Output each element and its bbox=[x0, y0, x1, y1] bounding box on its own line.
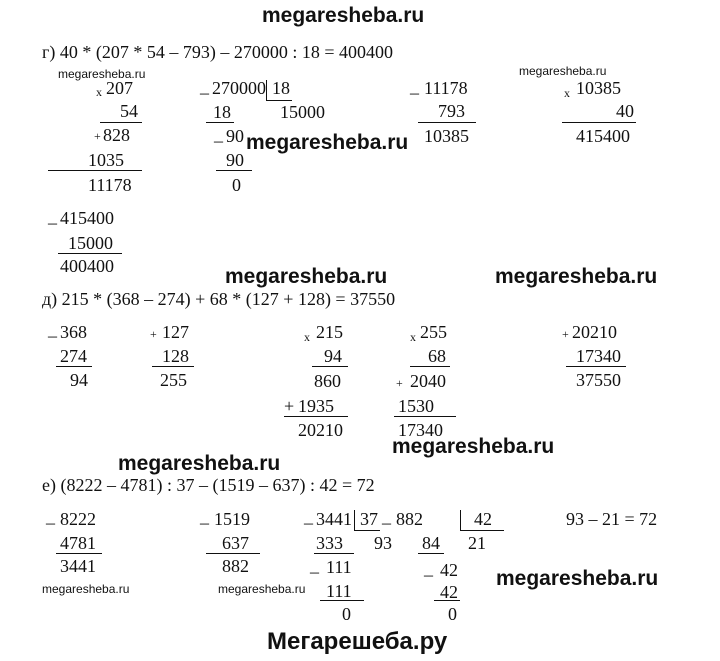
addend: 17340 bbox=[576, 346, 621, 366]
subtrahend: 4781 bbox=[60, 533, 96, 553]
minuend: 415400 bbox=[60, 208, 114, 228]
partial-product: 860 bbox=[314, 371, 341, 391]
partial-product: 1035 bbox=[88, 150, 124, 170]
underline bbox=[320, 600, 364, 601]
multiply-sign: x bbox=[304, 330, 310, 344]
sum: 37550 bbox=[576, 370, 621, 390]
addend: 20210 bbox=[572, 322, 617, 342]
plus-sign: + bbox=[94, 129, 101, 143]
subtrahend: 42 bbox=[440, 582, 458, 602]
minus-sign: _ bbox=[200, 506, 209, 526]
divisor: 42 bbox=[474, 509, 492, 529]
addend: 127 bbox=[162, 322, 189, 342]
partial-product: 828 bbox=[103, 125, 130, 145]
plus-sign: + bbox=[396, 376, 403, 390]
addend: 128 bbox=[162, 346, 189, 366]
minus-sign: _ bbox=[48, 319, 57, 339]
watermark-small: megaresheba.ru bbox=[58, 67, 146, 81]
difference: 400400 bbox=[60, 256, 114, 276]
difference: 10385 bbox=[424, 126, 469, 146]
underline bbox=[418, 553, 444, 554]
subtrahend: 333 bbox=[316, 533, 343, 553]
underline bbox=[100, 122, 142, 123]
divisor: 18 bbox=[272, 78, 290, 98]
subtrahend: 637 bbox=[222, 533, 249, 553]
watermark: megaresheba.ru bbox=[118, 452, 281, 475]
underline bbox=[566, 366, 626, 367]
dividend: 3441 bbox=[316, 509, 352, 529]
watermark-small: megaresheba.ru bbox=[218, 582, 306, 596]
difference: 882 bbox=[222, 556, 249, 576]
minuend: 1519 bbox=[214, 509, 250, 529]
underline bbox=[418, 122, 476, 123]
multiplicand: 255 bbox=[420, 322, 447, 342]
multiply-sign: x bbox=[564, 86, 570, 100]
minuend: 368 bbox=[60, 322, 87, 342]
minus-sign: _ bbox=[424, 558, 433, 578]
quotient: 15000 bbox=[280, 102, 325, 122]
partial-product: 1530 bbox=[398, 396, 434, 416]
subtrahend: 111 bbox=[326, 581, 352, 601]
section-g-title: г) 40 * (207 * 54 – 793) – 270000 : 18 = 400400 bbox=[42, 42, 394, 62]
underline bbox=[410, 366, 450, 367]
watermark: megaresheba.ru bbox=[496, 567, 659, 590]
underline bbox=[206, 122, 234, 123]
watermark-small: megaresheba.ru bbox=[42, 582, 130, 596]
subtrahend: 90 bbox=[226, 150, 244, 170]
multiplicand: 10385 bbox=[576, 78, 621, 98]
product-result: 415400 bbox=[576, 126, 630, 146]
minus-sign: _ bbox=[214, 124, 223, 144]
subtrahend: 18 bbox=[213, 102, 231, 122]
quotient: 93 bbox=[374, 533, 392, 553]
minus-sign: _ bbox=[410, 76, 419, 96]
section-e-title: е) (8222 – 4781) : 37 – (1519 – 637) : 42 = 72 bbox=[42, 475, 375, 495]
division-bar bbox=[266, 80, 267, 100]
subtrahend: 84 bbox=[422, 533, 440, 553]
underline bbox=[152, 366, 194, 367]
underline bbox=[56, 553, 102, 554]
multiplicand: 215 bbox=[316, 322, 343, 342]
multiplicand: 207 bbox=[106, 78, 133, 98]
underline bbox=[206, 553, 260, 554]
multiplier: 94 bbox=[324, 346, 342, 366]
underline bbox=[56, 366, 92, 367]
division-bar bbox=[460, 510, 461, 530]
minus-sign: _ bbox=[46, 506, 55, 526]
remainder: 90 bbox=[226, 126, 244, 146]
header-watermark: megaresheba.ru bbox=[262, 4, 425, 27]
remainder: 0 bbox=[232, 175, 241, 195]
section-d-title: д) 215 * (368 – 274) + 68 * (127 + 128) = 37550 bbox=[42, 289, 396, 309]
minus-sign: _ bbox=[304, 506, 313, 526]
watermark: megaresheba.ru bbox=[495, 265, 658, 288]
footer-watermark: Мегарешеба.ру bbox=[267, 628, 448, 655]
subtrahend: 793 bbox=[438, 101, 465, 121]
divisor: 37 bbox=[360, 509, 378, 529]
product-result: 17340 bbox=[398, 420, 443, 440]
underline bbox=[58, 253, 122, 254]
subtrahend: 15000 bbox=[68, 233, 113, 253]
minus-sign: _ bbox=[48, 206, 57, 226]
underline bbox=[394, 416, 456, 417]
underline bbox=[48, 170, 142, 171]
plus-sign: + bbox=[284, 396, 295, 416]
difference: 94 bbox=[70, 370, 88, 390]
final-equation: 93 – 21 = 72 bbox=[566, 509, 658, 529]
quotient: 21 bbox=[468, 533, 486, 553]
plus-sign: + bbox=[562, 327, 569, 341]
watermark: megaresheba.ru bbox=[225, 265, 388, 288]
divisor-underline bbox=[460, 530, 504, 531]
product-result: 11178 bbox=[88, 175, 132, 195]
subtrahend: 274 bbox=[60, 346, 87, 366]
underline bbox=[216, 170, 252, 171]
minus-sign: _ bbox=[200, 76, 209, 96]
dividend: 882 bbox=[396, 509, 423, 529]
remainder: 0 bbox=[342, 604, 351, 624]
minus-sign: _ bbox=[382, 506, 391, 526]
divisor-underline bbox=[266, 100, 292, 101]
remainder: 0 bbox=[448, 604, 457, 624]
watermark: megaresheba.ru bbox=[246, 131, 409, 154]
remainder: 42 bbox=[440, 560, 458, 580]
minuend: 8222 bbox=[60, 509, 96, 529]
minus-sign: _ bbox=[310, 555, 319, 575]
difference: 3441 bbox=[60, 556, 96, 576]
multiplier: 40 bbox=[616, 101, 634, 121]
product-result: 20210 bbox=[298, 420, 343, 440]
multiplier: 68 bbox=[428, 346, 446, 366]
minuend: 11178 bbox=[424, 78, 468, 98]
divisor-underline bbox=[354, 530, 380, 531]
plus-sign: + bbox=[150, 327, 157, 341]
sum: 255 bbox=[160, 370, 187, 390]
watermark-small: megaresheba.ru bbox=[519, 64, 607, 78]
partial-product: 2040 bbox=[410, 371, 446, 391]
underline bbox=[314, 553, 354, 554]
underline bbox=[562, 122, 636, 123]
multiply-sign: x bbox=[96, 85, 102, 99]
multiplier: 54 bbox=[120, 101, 138, 121]
underline bbox=[284, 416, 348, 417]
partial-product: 1935 bbox=[298, 396, 334, 416]
remainder: 111 bbox=[326, 557, 352, 577]
underline bbox=[312, 366, 348, 367]
dividend: 270000 bbox=[212, 78, 266, 98]
underline bbox=[434, 600, 460, 601]
watermark: megaresheba.ru bbox=[392, 435, 555, 458]
division-bar bbox=[354, 510, 355, 530]
multiply-sign: x bbox=[410, 330, 416, 344]
